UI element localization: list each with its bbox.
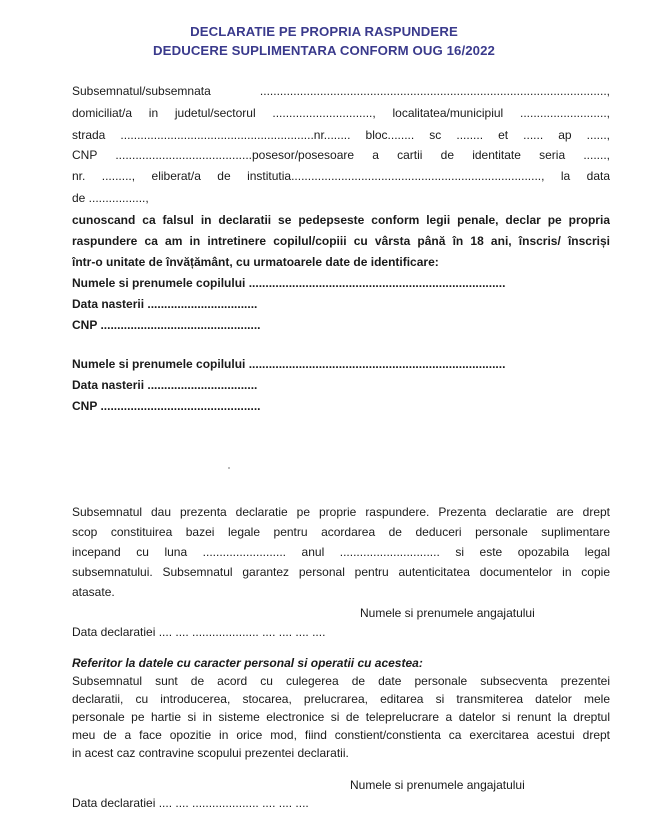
child-name-field: Numele si prenumele copilului ............................................................................. xyxy=(72,276,506,290)
privacy-text: Subsemnatul sunt de acord cu culegerea de date personale subsecventa prezentei xyxy=(72,674,610,688)
statement-text: subsemnatului. Subsemnatul garantez personal pentru autenticitatea documentelor in copie xyxy=(72,565,610,579)
child-cnp-field: CNP ................................................ xyxy=(72,318,261,332)
child-birth-field: Data nasterii ................................. xyxy=(72,378,258,392)
privacy-text: declaratii, cu introducerea, stocarea, prelucrarea, editarea si transmiterea datelor mele xyxy=(72,692,610,706)
privacy-text: personale pe hartie si in sisteme electronice si de teleprelucrare a datelor si renunt la dreptul xyxy=(72,710,610,724)
declaration-date-field: Data declaratiei .... .... .................... .... .... .... .... xyxy=(72,625,326,639)
privacy-text: in acest caz contravine scopului prezentei declaratii. xyxy=(72,746,349,760)
child-name-field: Numele si prenumele copilului ............................................................................. xyxy=(72,357,506,371)
identity-line: domiciliat/a in judetul/sectorul .............................., localitatea/municipiul .........................., xyxy=(72,106,610,120)
declaration-text: raspundere ca am in intretinere copilul/copiii cu vârsta până în 18 ani, înscris/ înscriși xyxy=(72,234,610,248)
document-subtitle: DEDUCERE SUPLIMENTARA CONFORM OUG 16/2022 xyxy=(153,43,495,58)
declaration-text: într-o unitate de învățământ, cu urmatoarele date de identificare: xyxy=(72,255,439,269)
employee-name-label: Numele si prenumele angajatului xyxy=(360,606,535,620)
privacy-heading: Referitor la datele cu caracter personal si operatii cu acestea: xyxy=(72,656,423,670)
child-cnp-field: CNP ................................................ xyxy=(72,399,261,413)
privacy-text: meu de a face opozitie in orice mod, fiind constient/constienta ca exercitarea acestui drept xyxy=(72,728,610,742)
statement-text: atasate. xyxy=(72,585,115,599)
identity-line: nr. ........., eliberat/a de institutia..........................................................................., la data xyxy=(72,169,610,183)
statement-text: Subsemnatul dau prezenta declaratie pe proprie raspundere. Prezenta declaratie are drept xyxy=(72,505,610,519)
identity-line: strada ..........................................................nr........ bloc........ sc ........ et ...... ap ......, xyxy=(72,128,610,142)
stray-mark xyxy=(228,467,230,469)
identity-line: de ................., xyxy=(72,191,149,205)
child-birth-field: Data nasterii ................................. xyxy=(72,297,258,311)
declaration-text: cunoscand ca falsul in declaratii se pedepseste conform legii penale, declar pe propria xyxy=(72,213,610,227)
identity-line: Subsemnatul/subsemnata ........................................................................................................, xyxy=(72,84,610,98)
employee-name-label: Numele si prenumele angajatului xyxy=(350,778,525,792)
identity-line: CNP .........................................posesor/posesoare a cartii de identitate seria ......., xyxy=(72,148,610,162)
declaration-date-field: Data declaratiei .... .... .................... .... .... .... xyxy=(72,796,309,810)
statement-text: incepand cu luna ......................... anul .............................. si este opozabila legal xyxy=(72,545,610,559)
document-title: DECLARATIE PE PROPRIA RASPUNDERE xyxy=(190,24,458,39)
statement-text: scop constituirea bazei legale pentru acordarea de deduceri personale suplimentare xyxy=(72,525,610,539)
